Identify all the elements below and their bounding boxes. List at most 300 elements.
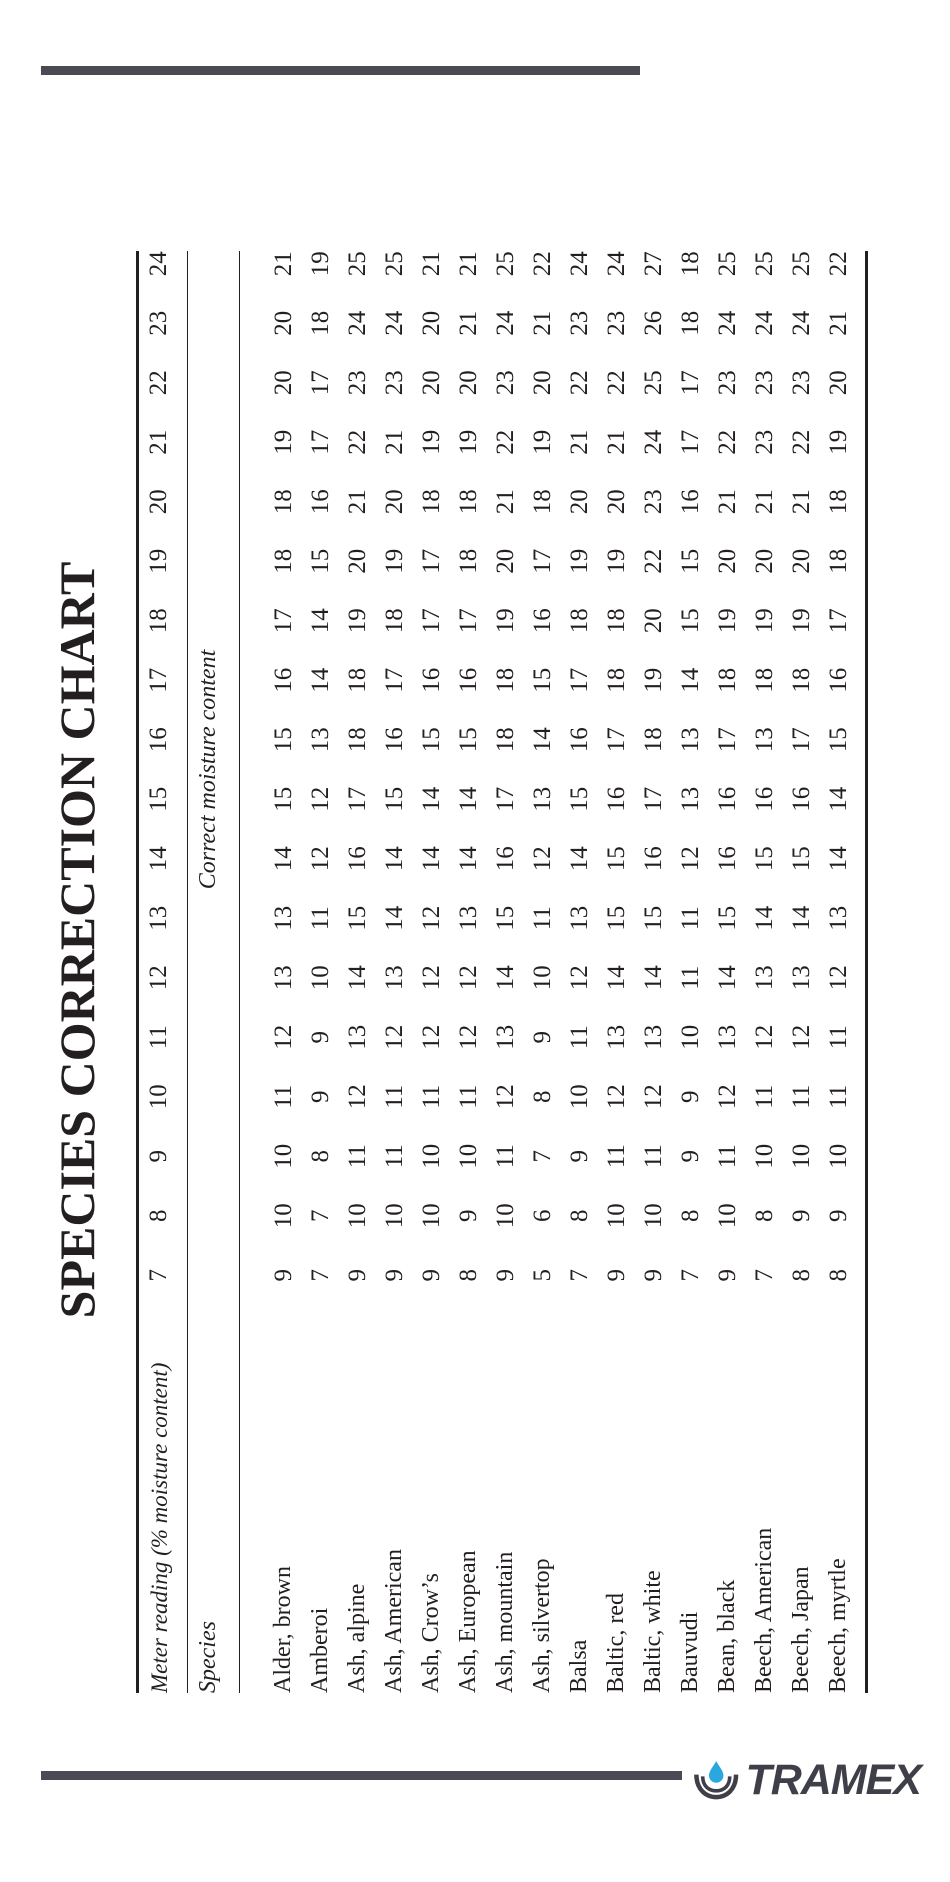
moisture-value-cell: 14	[454, 846, 482, 872]
moisture-value-cell: 21	[565, 429, 593, 455]
moisture-value-cell: 13	[713, 1024, 741, 1050]
moisture-value-cell: 9	[676, 1090, 704, 1103]
moisture-value-cell: 13	[269, 965, 297, 991]
moisture-value-cell: 12	[602, 1084, 630, 1110]
moisture-value-cell: 18	[676, 310, 704, 336]
moisture-value-cell: 12	[528, 846, 556, 872]
meter-reading-header-cell: 19	[145, 548, 172, 574]
subheader-divider-rule	[239, 251, 240, 1693]
moisture-value-cell: 15	[602, 905, 630, 931]
meter-reading-header-cell: 17	[145, 667, 172, 693]
species-name-cell: Alder, brown	[270, 1565, 296, 1693]
header-divider-rule	[187, 251, 188, 1693]
species-name-cell: Ash, mountain	[492, 1551, 518, 1693]
moisture-value-cell: 10	[417, 1143, 445, 1169]
table-row	[709, 233, 746, 1693]
moisture-value-cell: 19	[565, 548, 593, 574]
moisture-value-cell: 13	[602, 1024, 630, 1050]
moisture-value-cell: 10	[380, 1203, 408, 1229]
moisture-value-cell: 17	[787, 727, 815, 753]
moisture-value-cell: 15	[454, 727, 482, 753]
moisture-value-cell: 17	[528, 548, 556, 574]
species-name-cell: Beech, American	[751, 1527, 777, 1693]
moisture-value-cell: 18	[528, 489, 556, 515]
moisture-value-cell: 16	[824, 667, 852, 693]
moisture-value-cell: 13	[750, 965, 778, 991]
moisture-value-cell: 18	[713, 667, 741, 693]
tramex-droplet-icon	[691, 1756, 741, 1804]
species-name-cell: Balsa	[566, 1639, 592, 1693]
moisture-value-cell: 22	[787, 429, 815, 455]
moisture-value-cell: 12	[343, 1084, 371, 1110]
moisture-value-cell: 8	[787, 1269, 815, 1282]
moisture-value-cell: 19	[602, 548, 630, 574]
moisture-value-cell: 13	[528, 786, 556, 812]
species-name-cell: Beech, Japan	[788, 1566, 814, 1693]
moisture-value-cell: 14	[824, 846, 852, 872]
moisture-value-cell: 16	[750, 786, 778, 812]
meter-reading-header-cell: 16	[145, 727, 172, 753]
meter-reading-header-cell: 20	[145, 489, 172, 515]
moisture-value-cell: 8	[528, 1090, 556, 1103]
moisture-value-cell: 25	[380, 251, 408, 277]
moisture-value-cell: 20	[713, 548, 741, 574]
moisture-value-cell: 14	[602, 965, 630, 991]
moisture-value-cell: 24	[750, 310, 778, 336]
moisture-value-cell: 10	[269, 1143, 297, 1169]
meter-reading-header-cell: 7	[145, 1269, 172, 1282]
moisture-value-cell: 20	[602, 489, 630, 515]
moisture-value-cell: 20	[269, 310, 297, 336]
moisture-value-cell: 22	[491, 429, 519, 455]
moisture-value-cell: 20	[380, 489, 408, 515]
moisture-value-cell: 8	[676, 1209, 704, 1222]
moisture-value-cell: 11	[565, 1025, 593, 1050]
table-bottom-rule	[865, 251, 868, 1693]
moisture-value-cell: 9	[269, 1269, 297, 1282]
moisture-value-cell: 14	[269, 846, 297, 872]
moisture-value-cell: 20	[528, 370, 556, 396]
moisture-value-cell: 18	[491, 727, 519, 753]
moisture-value-cell: 15	[639, 905, 667, 931]
table-row	[524, 233, 561, 1693]
meter-reading-label: Meter reading (% moisture content)	[147, 1362, 172, 1693]
moisture-value-cell: 21	[602, 429, 630, 455]
moisture-value-cell: 18	[343, 727, 371, 753]
moisture-value-cell: 22	[565, 370, 593, 396]
moisture-value-cell: 14	[380, 846, 408, 872]
meter-reading-header-row	[145, 234, 173, 1305]
table-row	[635, 233, 672, 1693]
moisture-value-cell: 23	[750, 429, 778, 455]
moisture-value-cell: 11	[824, 1084, 852, 1109]
chart-title: SPECIES CORRECTION CHART	[49, 561, 105, 1319]
moisture-value-cell: 23	[380, 370, 408, 396]
moisture-value-cell: 15	[417, 727, 445, 753]
bottom-decorative-bar	[41, 1771, 682, 1780]
moisture-value-cell: 7	[750, 1269, 778, 1282]
species-name-cell: Bean, black	[714, 1579, 740, 1693]
moisture-value-cell: 11	[602, 1144, 630, 1169]
moisture-value-cell: 12	[491, 1084, 519, 1110]
moisture-value-cell: 10	[676, 1024, 704, 1050]
moisture-value-cell: 20	[824, 370, 852, 396]
moisture-value-cell: 12	[713, 1084, 741, 1110]
moisture-value-cell: 11	[750, 1084, 778, 1109]
moisture-value-cell: 10	[454, 1143, 482, 1169]
moisture-value-cell: 15	[269, 786, 297, 812]
moisture-value-cell: 23	[343, 370, 371, 396]
moisture-value-cell: 17	[602, 727, 630, 753]
species-correction-chart	[50, 160, 920, 1720]
moisture-value-cell: 10	[602, 1203, 630, 1229]
moisture-value-cell: 11	[639, 1144, 667, 1169]
moisture-value-cell: 10	[787, 1143, 815, 1169]
moisture-value-cell: 15	[306, 548, 334, 574]
table-row	[413, 233, 450, 1693]
moisture-value-cell: 13	[343, 1024, 371, 1050]
moisture-value-cell: 19	[824, 429, 852, 455]
moisture-value-cell: 16	[269, 667, 297, 693]
moisture-value-cell: 21	[491, 489, 519, 515]
moisture-value-cell: 17	[676, 370, 704, 396]
moisture-value-cell: 9	[713, 1269, 741, 1282]
moisture-value-cell: 14	[565, 846, 593, 872]
moisture-value-cell: 21	[824, 310, 852, 336]
table-row	[302, 233, 339, 1693]
moisture-value-cell: 18	[824, 548, 852, 574]
moisture-value-cell: 15	[676, 608, 704, 634]
moisture-value-cell: 15	[269, 727, 297, 753]
moisture-value-cell: 7	[565, 1269, 593, 1282]
meter-reading-header-cell: 11	[145, 1025, 172, 1050]
moisture-value-cell: 16	[676, 489, 704, 515]
moisture-value-cell: 18	[750, 667, 778, 693]
moisture-value-cell: 18	[417, 489, 445, 515]
moisture-value-cell: 20	[454, 370, 482, 396]
moisture-value-cell: 21	[343, 489, 371, 515]
moisture-value-cell: 10	[713, 1203, 741, 1229]
moisture-value-cell: 14	[491, 965, 519, 991]
moisture-value-cell: 19	[269, 429, 297, 455]
species-name-cell: Ash, silvertop	[529, 1558, 555, 1693]
moisture-value-cell: 14	[824, 786, 852, 812]
moisture-value-cell: 20	[491, 548, 519, 574]
moisture-value-cell: 17	[454, 608, 482, 634]
moisture-value-cell: 17	[639, 786, 667, 812]
table-row	[487, 233, 524, 1693]
moisture-value-cell: 17	[417, 548, 445, 574]
table-row	[598, 233, 635, 1693]
meter-reading-header-cell: 8	[145, 1209, 172, 1222]
moisture-value-cell: 21	[454, 251, 482, 277]
moisture-value-cell: 18	[269, 489, 297, 515]
moisture-value-cell: 14	[750, 905, 778, 931]
table-row	[746, 233, 783, 1693]
moisture-value-cell: 18	[639, 727, 667, 753]
moisture-value-cell: 19	[528, 429, 556, 455]
moisture-value-cell: 18	[454, 489, 482, 515]
moisture-value-cell: 11	[454, 1084, 482, 1109]
moisture-value-cell: 15	[750, 846, 778, 872]
moisture-value-cell: 9	[306, 1090, 334, 1103]
moisture-value-cell: 13	[565, 905, 593, 931]
moisture-value-cell: 12	[306, 846, 334, 872]
moisture-value-cell: 10	[269, 1203, 297, 1229]
moisture-value-cell: 24	[602, 251, 630, 277]
moisture-value-cell: 23	[639, 489, 667, 515]
moisture-value-cell: 19	[787, 608, 815, 634]
moisture-value-cell: 14	[639, 965, 667, 991]
moisture-value-cell: 20	[750, 548, 778, 574]
moisture-value-cell: 26	[639, 310, 667, 336]
moisture-value-cell: 9	[528, 1031, 556, 1044]
moisture-value-cell: 23	[750, 370, 778, 396]
moisture-value-cell: 17	[491, 786, 519, 812]
moisture-value-cell: 11	[306, 906, 334, 931]
moisture-value-cell: 7	[306, 1269, 334, 1282]
moisture-value-cell: 22	[528, 251, 556, 277]
moisture-value-cell: 13	[676, 727, 704, 753]
moisture-value-cell: 18	[787, 667, 815, 693]
moisture-value-cell: 10	[824, 1143, 852, 1169]
moisture-value-cell: 17	[306, 370, 334, 396]
species-name-cell: Beech, myrtle	[825, 1558, 851, 1693]
moisture-value-cell: 21	[269, 251, 297, 277]
moisture-value-cell: 9	[491, 1269, 519, 1282]
moisture-value-cell: 13	[306, 727, 334, 753]
moisture-value-cell: 17	[269, 608, 297, 634]
moisture-value-cell: 20	[343, 548, 371, 574]
moisture-value-cell: 16	[787, 786, 815, 812]
meter-reading-header-cell: 22	[145, 370, 172, 396]
moisture-value-cell: 23	[491, 370, 519, 396]
moisture-value-cell: 15	[380, 786, 408, 812]
moisture-value-cell: 17	[713, 727, 741, 753]
moisture-value-cell: 20	[417, 310, 445, 336]
moisture-value-cell: 10	[565, 1084, 593, 1110]
moisture-value-cell: 11	[528, 906, 556, 931]
moisture-value-cell: 18	[565, 608, 593, 634]
table-row	[450, 233, 487, 1693]
species-name-cell: Amberoi	[307, 1607, 333, 1693]
moisture-value-cell: 9	[454, 1209, 482, 1222]
moisture-value-cell: 11	[269, 1084, 297, 1109]
moisture-value-cell: 12	[787, 1024, 815, 1050]
moisture-value-cell: 9	[343, 1269, 371, 1282]
moisture-value-cell: 23	[787, 370, 815, 396]
moisture-value-cell: 25	[713, 251, 741, 277]
table-row	[783, 233, 820, 1693]
moisture-value-cell: 19	[713, 608, 741, 634]
moisture-value-cell: 14	[713, 965, 741, 991]
moisture-value-cell: 25	[343, 251, 371, 277]
tramex-logo-text: TRAMEX	[745, 1755, 921, 1804]
moisture-value-cell: 11	[343, 1144, 371, 1169]
moisture-value-cell: 12	[417, 1024, 445, 1050]
moisture-value-cell: 13	[750, 727, 778, 753]
moisture-value-cell: 15	[343, 905, 371, 931]
moisture-value-cell: 19	[491, 608, 519, 634]
moisture-value-cell: 25	[787, 251, 815, 277]
meter-reading-header-cell: 12	[145, 965, 172, 991]
species-name-cell: Ash, American	[381, 1549, 407, 1693]
moisture-value-cell: 16	[306, 489, 334, 515]
moisture-value-cell: 15	[602, 846, 630, 872]
species-name-cell: Baltic, red	[603, 1593, 629, 1693]
moisture-value-cell: 14	[306, 667, 334, 693]
moisture-value-cell: 9	[417, 1269, 445, 1282]
moisture-value-cell: 24	[380, 310, 408, 336]
moisture-value-cell: 21	[713, 489, 741, 515]
moisture-value-cell: 12	[306, 786, 334, 812]
species-name-cell: Bauvudi	[677, 1611, 703, 1693]
moisture-value-cell: 14	[417, 786, 445, 812]
moisture-value-cell: 19	[454, 429, 482, 455]
species-name-cell: Ash, European	[455, 1550, 481, 1693]
moisture-value-cell: 17	[676, 429, 704, 455]
moisture-value-cell: 20	[565, 489, 593, 515]
moisture-value-cell: 19	[750, 608, 778, 634]
table-row	[376, 233, 413, 1693]
moisture-value-cell: 9	[380, 1269, 408, 1282]
moisture-value-cell: 16	[454, 667, 482, 693]
moisture-value-cell: 21	[454, 310, 482, 336]
moisture-value-cell: 20	[787, 548, 815, 574]
table-row	[265, 233, 302, 1693]
moisture-value-cell: 24	[787, 310, 815, 336]
moisture-value-cell: 17	[343, 786, 371, 812]
moisture-value-cell: 25	[750, 251, 778, 277]
moisture-value-cell: 25	[491, 251, 519, 277]
moisture-value-cell: 18	[269, 548, 297, 574]
moisture-value-cell: 15	[824, 727, 852, 753]
moisture-value-cell: 8	[454, 1269, 482, 1282]
moisture-value-cell: 7	[528, 1150, 556, 1163]
moisture-value-cell: 16	[343, 846, 371, 872]
moisture-value-cell: 9	[602, 1269, 630, 1282]
moisture-value-cell: 14	[787, 905, 815, 931]
moisture-value-cell: 13	[639, 1024, 667, 1050]
meter-reading-header-cell: 18	[145, 608, 172, 634]
moisture-value-cell: 11	[713, 1144, 741, 1169]
moisture-value-cell: 13	[676, 786, 704, 812]
meter-reading-header-cell: 15	[145, 786, 172, 812]
moisture-value-cell: 18	[824, 489, 852, 515]
moisture-value-cell: 12	[676, 846, 704, 872]
moisture-value-cell: 12	[417, 965, 445, 991]
moisture-value-cell: 19	[343, 608, 371, 634]
moisture-value-cell: 11	[380, 1084, 408, 1109]
moisture-value-cell: 13	[454, 905, 482, 931]
moisture-value-cell: 16	[639, 846, 667, 872]
moisture-value-cell: 9	[639, 1269, 667, 1282]
meter-reading-header-cell: 10	[145, 1084, 172, 1110]
moisture-value-cell: 21	[787, 489, 815, 515]
moisture-value-cell: 16	[417, 667, 445, 693]
moisture-value-cell: 18	[602, 667, 630, 693]
moisture-value-cell: 13	[824, 905, 852, 931]
moisture-value-cell: 14	[676, 667, 704, 693]
species-table-body	[265, 233, 857, 1693]
moisture-value-cell: 9	[824, 1209, 852, 1222]
moisture-value-cell: 6	[528, 1209, 556, 1222]
moisture-value-cell: 7	[306, 1209, 334, 1222]
moisture-value-cell: 11	[676, 906, 704, 931]
moisture-value-cell: 22	[713, 429, 741, 455]
moisture-value-cell: 24	[491, 310, 519, 336]
moisture-value-cell: 13	[787, 965, 815, 991]
moisture-value-cell: 13	[491, 1024, 519, 1050]
table-row	[672, 233, 709, 1693]
table-top-rule	[136, 251, 139, 1693]
moisture-value-cell: 20	[639, 608, 667, 634]
moisture-value-cell: 18	[306, 310, 334, 336]
moisture-value-cell: 16	[713, 846, 741, 872]
moisture-value-cell: 21	[750, 489, 778, 515]
moisture-value-cell: 9	[676, 1150, 704, 1163]
moisture-value-cell: 25	[639, 370, 667, 396]
moisture-value-cell: 10	[491, 1203, 519, 1229]
moisture-value-cell: 19	[306, 251, 334, 277]
moisture-value-cell: 17	[380, 667, 408, 693]
moisture-value-cell: 11	[676, 965, 704, 990]
moisture-value-cell: 14	[343, 965, 371, 991]
moisture-value-cell: 12	[380, 1024, 408, 1050]
moisture-value-cell: 24	[565, 251, 593, 277]
species-column-label: Species	[195, 1621, 221, 1693]
meter-reading-header-cell: 13	[145, 905, 172, 931]
moisture-value-cell: 14	[417, 846, 445, 872]
moisture-value-cell: 18	[380, 608, 408, 634]
moisture-value-cell: 7	[676, 1269, 704, 1282]
moisture-value-cell: 12	[417, 905, 445, 931]
table-row	[339, 233, 376, 1693]
moisture-value-cell: 20	[269, 370, 297, 396]
meter-reading-header-cell: 23	[145, 310, 172, 336]
moisture-value-cell: 11	[380, 1144, 408, 1169]
moisture-value-cell: 20	[417, 370, 445, 396]
moisture-value-cell: 22	[824, 251, 852, 277]
moisture-value-cell: 21	[417, 251, 445, 277]
moisture-value-cell: 19	[380, 548, 408, 574]
species-name-cell: Ash, Crow’s	[418, 1572, 444, 1693]
moisture-value-cell: 5	[528, 1269, 556, 1282]
moisture-value-cell: 8	[306, 1150, 334, 1163]
moisture-value-cell: 15	[565, 786, 593, 812]
meter-reading-header-cell: 9	[145, 1150, 172, 1163]
moisture-value-cell: 15	[491, 905, 519, 931]
moisture-value-cell: 15	[713, 905, 741, 931]
moisture-value-cell: 12	[824, 965, 852, 991]
moisture-value-cell: 23	[602, 310, 630, 336]
moisture-value-cell: 10	[417, 1203, 445, 1229]
species-name-cell: Ash, alpine	[344, 1583, 370, 1693]
moisture-value-cell: 16	[565, 727, 593, 753]
moisture-value-cell: 22	[602, 370, 630, 396]
moisture-value-cell: 12	[639, 1084, 667, 1110]
moisture-value-cell: 21	[380, 429, 408, 455]
moisture-value-cell: 12	[750, 1024, 778, 1050]
moisture-value-cell: 15	[676, 548, 704, 574]
moisture-value-cell: 10	[528, 965, 556, 991]
moisture-value-cell: 14	[528, 727, 556, 753]
moisture-value-cell: 18	[343, 667, 371, 693]
moisture-value-cell: 9	[787, 1209, 815, 1222]
tramex-logo	[691, 1750, 921, 1810]
table-row	[561, 233, 598, 1693]
moisture-value-cell: 16	[491, 846, 519, 872]
